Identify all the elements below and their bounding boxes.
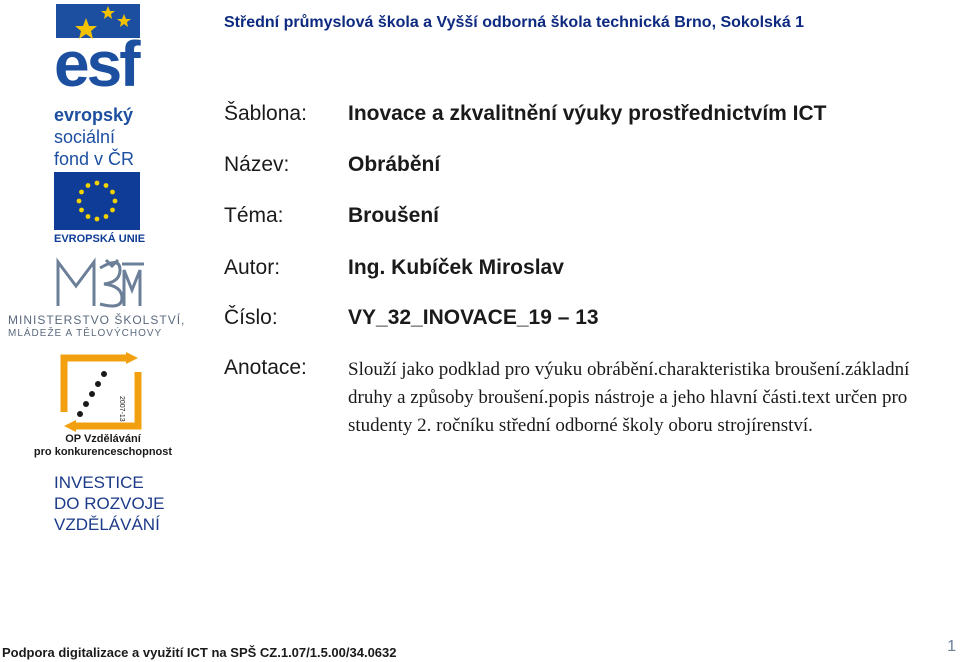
field-value: VY_32_INOVACE_19 – 13 xyxy=(348,306,599,329)
field-label: Autor: xyxy=(224,256,281,279)
esf-caption: evropský sociální fond v ČR xyxy=(54,105,135,169)
invest-caption: INVESTICE DO ROZVOJE VZDĚLÁVÁNÍ xyxy=(54,473,165,534)
op-logo-icon xyxy=(56,352,146,432)
op-caption: OP Vzdělávání pro konkurenceschopnost xyxy=(33,433,173,458)
svg-text:2007-13: 2007-13 xyxy=(118,396,125,422)
field-label: Číslo: xyxy=(224,306,278,329)
logo-column xyxy=(0,0,210,560)
field-label: Téma: xyxy=(224,204,284,227)
footer-text: Podpora digitalizace a využití ICT na SPŠ CZ.1.07/1.5.00/34.0632 xyxy=(2,645,397,660)
annotation-text: Slouží jako podklad pro výuku obrábění.charakteristika broušení.základní druhy a způsoby broušení.popis nástroje a jeho hlavní části.text určen pro studenty 2. ročníku střední odborné školy oboru strojírenství. xyxy=(348,359,910,436)
field-label: Název: xyxy=(224,153,290,176)
eu-flag-icon xyxy=(54,172,140,230)
annotation-label: Anotace: xyxy=(224,356,307,379)
field-value: Inovace a zkvalitnění výuky prostřednictvím ICT xyxy=(348,102,827,125)
msmt-logo-icon xyxy=(54,254,146,312)
field-label: Šablona: xyxy=(224,102,307,125)
field-value: Obrábění xyxy=(348,153,441,176)
msmt-caption: MINISTERSTVO ŠKOLSTVÍ, MLÁDEŽE A TĚLOVÝCHOVY xyxy=(8,313,186,339)
field-value: Ing. Kubíček Miroslav xyxy=(348,256,564,279)
esf-logo-text: esf xyxy=(54,28,138,100)
page-number: 1 xyxy=(947,638,956,655)
field-value: Broušení xyxy=(348,204,440,227)
school-header: Střední průmyslová škola a Vyšší odborná škola technická Brno, Sokolská 1 xyxy=(224,14,805,31)
eu-caption: EVROPSKÁ UNIE xyxy=(54,233,146,245)
